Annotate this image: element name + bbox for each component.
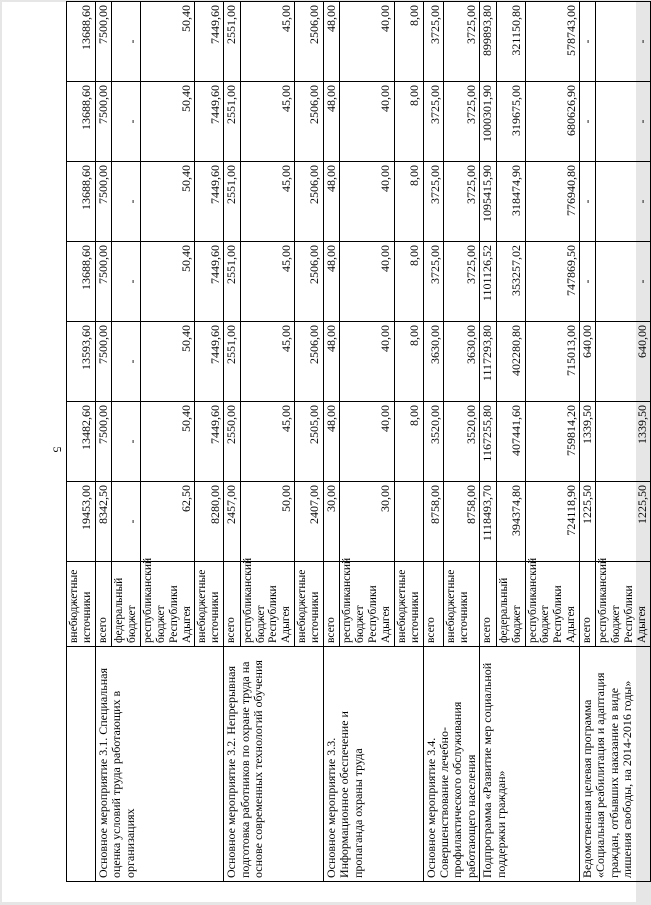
amount-cell: 776940,80	[525, 162, 580, 242]
amount-cell: 3630,00	[423, 322, 444, 402]
amount-cell: 321150,80	[496, 2, 525, 82]
amount-cell: 50,40	[140, 402, 195, 482]
amount-cell: 1118493,70	[480, 482, 496, 562]
amount-cell	[112, 242, 141, 322]
amount-cell: 40,00	[340, 402, 395, 482]
amount-cell: 45,00	[240, 402, 295, 482]
amount-cell: 7449,60	[195, 402, 224, 482]
amount-cell: 2505,00	[295, 402, 324, 482]
amount-cell: 1339,50	[580, 402, 596, 482]
table-body	[67, 2, 651, 882]
funding-source-cell: всего	[580, 562, 596, 647]
program-name-cell: Основное мероприятие 3.3. Информационное обеспечение и пропаганда охраны труда	[323, 647, 423, 882]
amount-cell: 40,00	[340, 242, 395, 322]
amount-cell	[112, 482, 141, 562]
amount-cell: 747869,50	[525, 242, 580, 322]
amount-cell: 13688,60	[67, 162, 96, 242]
amount-cell: 2457,00	[224, 482, 240, 562]
program-name-cell: Основное мероприятие 3.4. Совершенствование лечебно-профилактического обслуживания работающего населения	[423, 647, 480, 882]
amount-cell: 7500,00	[95, 162, 111, 242]
amount-cell: 7500,00	[95, 242, 111, 322]
amount-cell: 3725,00	[444, 82, 480, 162]
dash-mark: -	[124, 359, 139, 364]
dash-mark: -	[634, 39, 649, 44]
amount-cell: 8,00	[394, 242, 423, 322]
amount-cell: 1225,50	[596, 482, 651, 562]
amount-cell: 50,40	[140, 82, 195, 162]
table-row	[323, 2, 339, 882]
dash-mark: -	[124, 519, 139, 524]
funding-source-cell: всего	[480, 562, 496, 647]
amount-cell: 2506,00	[295, 82, 324, 162]
amount-cell: 48,00	[323, 2, 339, 82]
amount-cell: 3725,00	[423, 162, 444, 242]
amount-cell: 640,00	[580, 322, 596, 402]
amount-cell: 40,00	[340, 162, 395, 242]
amount-cell: 45,00	[240, 2, 295, 82]
dash-mark: -	[124, 199, 139, 204]
amount-cell: 8758,00	[423, 482, 444, 562]
amount-cell: 30,00	[323, 482, 339, 562]
funding-source-cell: внебюджетные источники	[295, 562, 324, 647]
dash-mark: -	[124, 279, 139, 284]
amount-cell: 48,00	[323, 322, 339, 402]
amount-cell: 2551,00	[224, 162, 240, 242]
funding-source-cell: всего	[95, 562, 111, 647]
amount-cell: 8342,50	[95, 482, 111, 562]
amount-cell	[580, 82, 596, 162]
funding-source-cell: всего	[224, 562, 240, 647]
amount-cell: 3725,00	[444, 242, 480, 322]
amount-cell: 407441,60	[496, 402, 525, 482]
funding-source-cell: республиканский бюджет Республики Адыгея	[596, 562, 651, 647]
amount-cell: 13688,60	[67, 82, 96, 162]
amount-cell: 3520,00	[444, 402, 480, 482]
rotated-table-wrapper	[66, 2, 649, 882]
amount-cell	[580, 242, 596, 322]
amount-cell: 3725,00	[423, 242, 444, 322]
dash-mark: -	[124, 119, 139, 124]
funding-source-cell: федеральный бюджет	[496, 562, 525, 647]
amount-cell: 7500,00	[95, 402, 111, 482]
document-page	[2, 2, 649, 902]
amount-cell: 1225,50	[580, 482, 596, 562]
amount-cell: 1117293,80	[480, 322, 496, 402]
amount-cell: 2551,00	[224, 82, 240, 162]
funding-source-cell: внебюджетные источники	[67, 562, 96, 647]
amount-cell: 319675,00	[496, 82, 525, 162]
funding-source-cell: республиканский бюджет Республики Адыгея	[525, 562, 580, 647]
amount-cell: 1339,50	[596, 402, 651, 482]
amount-cell	[596, 162, 651, 242]
amount-cell: 1095415,90	[480, 162, 496, 242]
amount-cell: 50,40	[140, 242, 195, 322]
funding-source-cell: всего	[323, 562, 339, 647]
amount-cell: 50,00	[240, 482, 295, 562]
amount-cell	[596, 82, 651, 162]
amount-cell: 318474,90	[496, 162, 525, 242]
amount-cell: 2506,00	[295, 242, 324, 322]
amount-cell: 724118,90	[525, 482, 580, 562]
amount-cell: 45,00	[240, 322, 295, 402]
amount-cell	[394, 482, 423, 562]
amount-cell	[596, 242, 651, 322]
table-row	[423, 2, 444, 882]
dash-mark: -	[580, 279, 594, 284]
amount-cell: 1101126,52	[480, 242, 496, 322]
amount-cell: 353257,02	[496, 242, 525, 322]
amount-cell: 2506,00	[295, 2, 324, 82]
funding-source-cell: всего	[423, 562, 444, 647]
amount-cell: 8280,00	[195, 482, 224, 562]
amount-cell	[580, 162, 596, 242]
dash-mark: -	[580, 39, 594, 44]
amount-cell: 8,00	[394, 402, 423, 482]
funding-source-cell: внебюджетные источники	[444, 562, 480, 647]
amount-cell: 50,40	[140, 2, 195, 82]
dash-mark: -	[580, 199, 594, 204]
funding-source-cell: федеральный бюджет	[112, 562, 141, 647]
amount-cell: 45,00	[240, 82, 295, 162]
amount-cell: 13688,60	[67, 2, 96, 82]
amount-cell: 715013,00	[525, 322, 580, 402]
amount-cell: 48,00	[323, 82, 339, 162]
amount-cell: 578743,00	[525, 2, 580, 82]
program-name-cell	[67, 647, 96, 882]
table-row	[95, 2, 111, 882]
amount-cell: 8,00	[394, 2, 423, 82]
amount-cell	[112, 402, 141, 482]
amount-cell: 7449,60	[195, 2, 224, 82]
amount-cell	[580, 2, 596, 82]
amount-cell: 19453,00	[67, 482, 96, 562]
funding-source-cell: республиканский бюджет Республики Адыгея	[140, 562, 195, 647]
amount-cell: 13688,60	[67, 242, 96, 322]
amount-cell: 394374,80	[496, 482, 525, 562]
amount-cell: 50,40	[140, 322, 195, 402]
amount-cell: 50,40	[140, 162, 195, 242]
amount-cell: 3725,00	[423, 82, 444, 162]
funding-source-cell: республиканский бюджет Республики Адыгея	[340, 562, 395, 647]
program-name-cell: Основное мероприятие 3.1. Специальная оценка условий труда работающих в организациях	[95, 647, 223, 882]
amount-cell: 2407,00	[295, 482, 324, 562]
amount-cell: 7449,60	[195, 322, 224, 402]
amount-cell: 7449,60	[195, 162, 224, 242]
program-name-cell: Подпрограмма «Развитие мер социальной поддержки граждан»	[480, 647, 580, 882]
amount-cell: 8,00	[394, 162, 423, 242]
amount-cell: 7500,00	[95, 322, 111, 402]
amount-cell	[112, 2, 141, 82]
amount-cell: 402280,80	[496, 322, 525, 402]
amount-cell: 7500,00	[95, 2, 111, 82]
amount-cell	[112, 162, 141, 242]
amount-cell: 3725,00	[444, 162, 480, 242]
amount-cell: 48,00	[323, 242, 339, 322]
amount-cell: 40,00	[340, 82, 395, 162]
amount-cell: 2506,00	[295, 322, 324, 402]
amount-cell: 7500,00	[95, 82, 111, 162]
funding-source-cell: внебюджетные источники	[195, 562, 224, 647]
table-row	[224, 2, 240, 882]
amount-cell: 13482,60	[67, 402, 96, 482]
amount-cell: 48,00	[323, 162, 339, 242]
amount-cell: 40,00	[340, 322, 395, 402]
amount-cell	[112, 82, 141, 162]
dash-mark: -	[124, 39, 139, 44]
funding-source-cell: внебюджетные источники	[394, 562, 423, 647]
dash-mark: -	[634, 199, 649, 204]
amount-cell: 48,00	[323, 402, 339, 482]
table-row	[67, 2, 96, 882]
amount-cell	[596, 2, 651, 82]
amount-cell: 7449,60	[195, 242, 224, 322]
dash-mark: -	[124, 439, 139, 444]
table-row	[480, 2, 496, 882]
amount-cell: 40,00	[340, 2, 395, 82]
amount-cell: 8758,00	[444, 482, 480, 562]
dash-mark: -	[634, 279, 649, 284]
amount-cell: 899893,80	[480, 2, 496, 82]
amount-cell: 2551,00	[224, 2, 240, 82]
amount-cell: 1167255,80	[480, 402, 496, 482]
amount-cell: 2551,00	[224, 242, 240, 322]
amount-cell: 7449,60	[195, 82, 224, 162]
amount-cell: 759814,20	[525, 402, 580, 482]
budget-table	[66, 1, 651, 882]
program-name-cell: Основное мероприятие 3.2. Непрерывная подготовка работников по охране труда на основе современных технологий обучения	[224, 647, 324, 882]
amount-cell: 3725,00	[444, 2, 480, 82]
amount-cell: 1000301,90	[480, 82, 496, 162]
amount-cell: 2506,00	[295, 162, 324, 242]
amount-cell: 8,00	[394, 82, 423, 162]
amount-cell: 3630,00	[444, 322, 480, 402]
amount-cell	[112, 322, 141, 402]
amount-cell: 2551,00	[224, 322, 240, 402]
amount-cell: 640,00	[596, 322, 651, 402]
amount-cell: 45,00	[240, 242, 295, 322]
page-number: 5	[50, 446, 65, 453]
amount-cell: 30,00	[340, 482, 395, 562]
amount-cell: 45,00	[240, 162, 295, 242]
dash-mark: -	[634, 119, 649, 124]
dash-mark: -	[580, 119, 594, 124]
amount-cell: 8,00	[394, 322, 423, 402]
funding-source-cell: республиканский бюджет Республики Адыгея	[240, 562, 295, 647]
amount-cell: 2550,00	[224, 402, 240, 482]
table-row	[580, 2, 596, 882]
amount-cell: 3725,00	[423, 2, 444, 82]
amount-cell: 680626,90	[525, 82, 580, 162]
amount-cell: 13593,60	[67, 322, 96, 402]
program-name-cell: Ведомственная целевая программа «Социальная реабилитация и адаптация граждан, отбывших наказание в виде лишения свободы, на 2014-2016 годы»	[580, 647, 651, 882]
amount-cell: 62,50	[140, 482, 195, 562]
amount-cell: 3520,00	[423, 402, 444, 482]
